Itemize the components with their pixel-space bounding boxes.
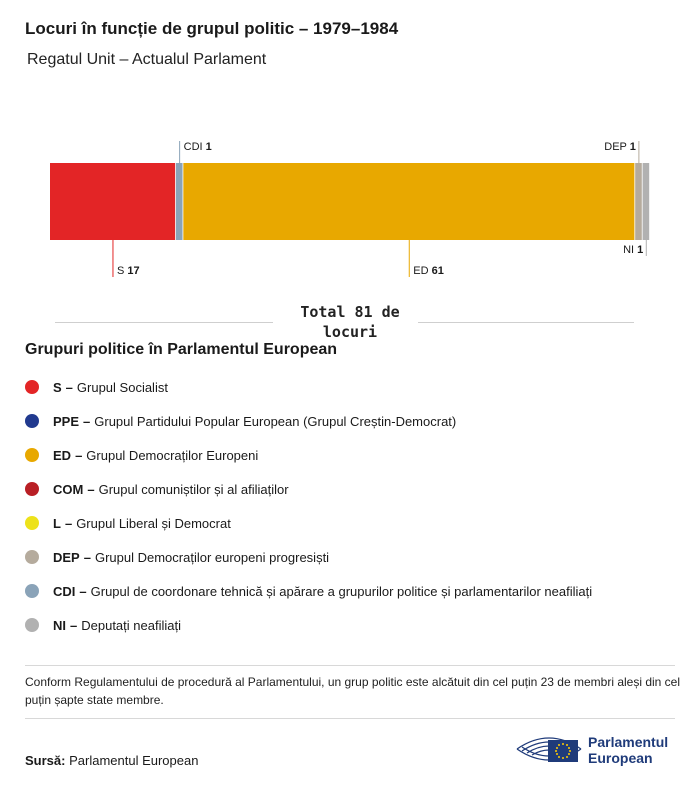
- legend-separator: –: [79, 583, 87, 599]
- source-label: Sursă:: [25, 753, 66, 768]
- legend-name: Grupul Democraților europeni progresiști: [94, 549, 330, 565]
- seat-bar-chart: [0, 130, 700, 290]
- legend-item-ppe: [25, 404, 592, 438]
- note-rule-bottom: [25, 718, 675, 719]
- legend-separator: –: [83, 413, 91, 429]
- legend-code: DEP: [53, 549, 80, 565]
- legend-item-s: [25, 370, 592, 404]
- legend: [25, 370, 592, 642]
- total-rule-right: [418, 322, 634, 323]
- data-label-dep: DEP 1: [604, 141, 636, 153]
- legend-code: S: [53, 379, 62, 395]
- bar-segment-dep: [635, 163, 642, 240]
- legend-separator: –: [75, 447, 83, 463]
- legend-code: PPE: [53, 413, 80, 429]
- legend-name: Grupul Partidului Popular European (Grupul Creștin-Democrat): [94, 413, 457, 429]
- legend-separator: –: [83, 549, 91, 565]
- logo-line1: Parlamentul: [588, 734, 669, 750]
- source: [25, 753, 198, 768]
- logo-text: [588, 734, 668, 766]
- bar-segment-ed: [183, 163, 634, 240]
- bar-segment-ni: [643, 163, 650, 240]
- legend-swatch: [25, 380, 39, 394]
- chart-subtitle: Regatul Unit – Actualul Parlament: [27, 51, 267, 68]
- data-label-ed: ED 61: [413, 265, 444, 277]
- legend-code: ED: [53, 447, 72, 463]
- legend-separator: –: [65, 379, 73, 395]
- total-rule-left: [55, 322, 273, 323]
- legend-swatch: [25, 618, 39, 632]
- legend-separator: –: [70, 617, 78, 633]
- chart-title: Locuri în funcție de grupul politic – 1979–1984: [25, 19, 399, 38]
- legend-item-cdi: [25, 574, 592, 608]
- legend-separator: –: [64, 515, 73, 531]
- legend-code: NI: [53, 617, 66, 633]
- data-label-ni: NI 1: [623, 244, 644, 256]
- source-value: Parlamentul European: [69, 753, 199, 768]
- legend-swatch: [25, 448, 39, 462]
- legend-separator: –: [87, 481, 95, 497]
- legend-swatch: [25, 550, 39, 564]
- legend-name: Grupul Socialist: [76, 379, 168, 395]
- legend-title: Grupuri politice în Parlamentul European: [25, 341, 338, 358]
- bar-segment-cdi: [176, 163, 183, 240]
- legend-name: Grupul comuniștilor și al afiliaților: [98, 481, 289, 497]
- footnote: Conform Regulamentului de procedură al Parlamentului, un grup politic este alcătuit din cel puțin 23 de membri aleși din cel puțin șapte state membre.: [25, 675, 681, 707]
- legend-name: Grupul de coordonare tehnică și apărare a grupurilor politice și parlamentarilor neafiliați: [90, 583, 593, 599]
- legend-item-com: [25, 472, 592, 506]
- legend-name: Grupul Liberal și Democrat: [76, 515, 231, 531]
- legend-item-dep: [25, 540, 592, 574]
- legend-name: Deputați neafiliați: [81, 617, 181, 633]
- legend-swatch: [25, 516, 39, 530]
- legend-code: CDI: [53, 583, 76, 599]
- legend-name: Grupul Democraților Europeni: [86, 447, 259, 463]
- logo-line2: European: [588, 750, 653, 766]
- legend-item-ed: [25, 438, 592, 472]
- legend-swatch: [25, 414, 39, 428]
- bar-segment-s: [50, 163, 175, 240]
- data-label-cdi: CDI 1: [183, 141, 212, 153]
- legend-swatch: [25, 584, 39, 598]
- legend-swatch: [25, 482, 39, 496]
- legend-item-l: [25, 506, 592, 540]
- data-label-s: S 17: [116, 265, 140, 277]
- legend-item-ni: [25, 608, 592, 642]
- note-rule-top: [25, 665, 675, 666]
- legend-code: COM: [53, 481, 84, 497]
- legend-code: L: [53, 515, 61, 531]
- total-seats-label: Total 81 de locuri: [300, 303, 400, 341]
